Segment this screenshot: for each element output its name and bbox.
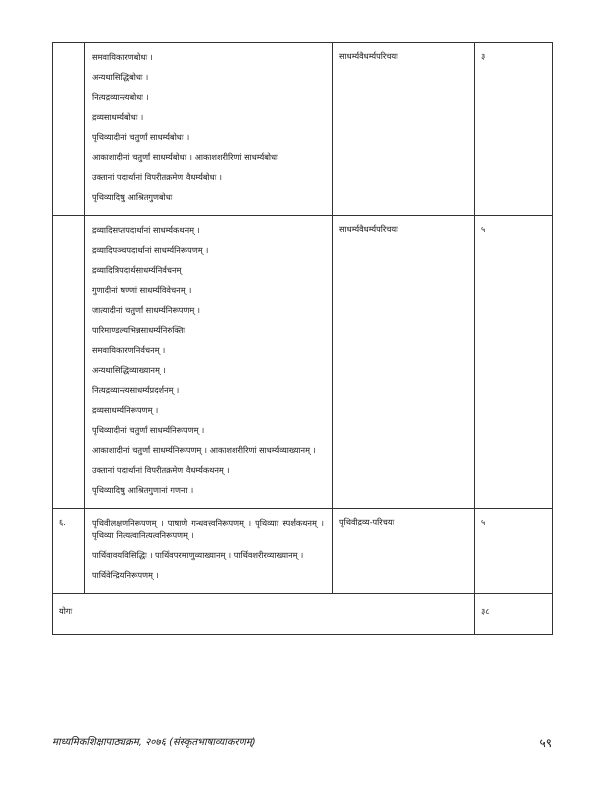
category-cell: साधर्म्यवैधर्म्यपरिचयः: [333, 43, 475, 216]
topic-item: नित्यद्रव्यान्त्यसाधर्म्यप्रदर्शनम् ।: [92, 385, 180, 395]
topic-item: पृथिव्यादीनां चतुर्णां साधर्म्यबोधः ।: [92, 132, 190, 142]
page-number: ५९: [539, 736, 552, 750]
topic-item: द्रव्यादित्रिपदार्थसाधर्म्यनिर्वचनम्: [92, 265, 182, 275]
topic-item: नित्यद्रव्यान्त्यबोधः ।: [92, 92, 149, 102]
topics-cell: [85, 43, 333, 216]
serial-number-cell: [53, 216, 85, 509]
category-cell: साधर्म्यवैधर्म्यपरिचयः: [333, 216, 475, 509]
topic-item: पार्थिवावयविसिद्धिः । पार्थिवपरमाणुव्याख्यानम् । पार्थिवशरीरव्याख्यानम् ।: [92, 550, 304, 560]
topic-item: पृथिव्यादिषु आश्रितगुणबोधः: [92, 192, 173, 202]
total-value: ३८: [475, 594, 553, 635]
hours-cell: ५: [475, 216, 553, 509]
topic-item: पृथिवीलक्षणनिरूपणम् । पाषाणे गन्धवत्त्वनिरूपणम् । पृथिव्याः स्पर्शकथनम् । पृथिव्या नित्यत्वानित्यत्वनिरूपणम् ।: [92, 518, 324, 540]
topic-item: पृथिव्यादिषु आश्रितगुणानां गणना ।: [92, 485, 194, 495]
hours-cell: ३: [475, 43, 553, 216]
topics-cell: [85, 216, 333, 509]
topic-item: जात्यादीनां चतुर्णां साधर्म्यनिरूपणम् ।: [92, 305, 200, 315]
total-label: योगः: [53, 594, 475, 635]
category-cell: पृथिवीद्रव्य-परिचयः: [333, 509, 475, 594]
footer-title: माध्यमिकशिक्षापाठ्यक्रम, २०७६ (संस्कृतभाषाव्याकरणम्): [52, 737, 256, 748]
topic-item: पारिमाण्डल्यभिन्नसाधर्म्यनिरुक्तिः: [92, 325, 186, 335]
topic-item: समवायिकारणबोधः ।: [92, 52, 153, 62]
topic-item: समवायिकारणनिर्वचनम् ।: [92, 345, 166, 355]
serial-number-cell: ६.: [53, 509, 85, 594]
topic-item: अन्यथासिद्धिबोधः ।: [92, 72, 149, 82]
topic-item: उक्तानां पदार्थानां विपरीतक्रमेण वैधर्म्यबोधः ।: [92, 172, 223, 182]
topic-item: द्रव्यसाधर्म्यनिरूपणम् ।: [92, 405, 159, 415]
table-row: [53, 216, 553, 509]
topic-item: द्रव्यसाधर्म्यबोधः ।: [92, 112, 144, 122]
topic-item: पार्थिवेन्द्रियनिरूपणम् ।: [92, 570, 159, 580]
topics-cell: [85, 509, 333, 594]
curriculum-table: [52, 42, 553, 635]
topic-item: आकाशादीनां चतुर्णां साधर्म्यबोधः । आकाशशरीरिणां साधर्म्यबोधः: [92, 152, 278, 162]
topic-item: द्रव्यादिपञ्चपदार्थानां साधर्म्यनिरूपणम् ।: [92, 245, 209, 255]
topic-item: आकाशादीनां चतुर्णां साधर्म्यनिरूपणम् । आकाशशरीरिणां साधर्म्यव्याख्यानम् ।: [92, 445, 316, 455]
page-footer: [52, 734, 552, 751]
table-row: [53, 509, 553, 594]
serial-number-cell: [53, 43, 85, 216]
topic-item: गुणादीनां षण्णां साधर्म्यविवेचनम् ।: [92, 285, 192, 295]
table-row: [53, 43, 553, 216]
total-row: [53, 594, 553, 635]
hours-cell: ५: [475, 509, 553, 594]
topic-item: अन्यथासिद्धिव्याख्यानम् ।: [92, 365, 166, 375]
topic-item: द्रव्यादिसप्तपदार्थानां साधर्म्यकथनम् ।: [92, 225, 200, 235]
topic-item: उक्तानां पदार्थानां विपरीतक्रमेण वैधर्म्यकथनम् ।: [92, 465, 230, 475]
topic-item: पृथिव्यादीनां चतुर्णां साधर्म्यनिरूपणम् ।: [92, 425, 205, 435]
